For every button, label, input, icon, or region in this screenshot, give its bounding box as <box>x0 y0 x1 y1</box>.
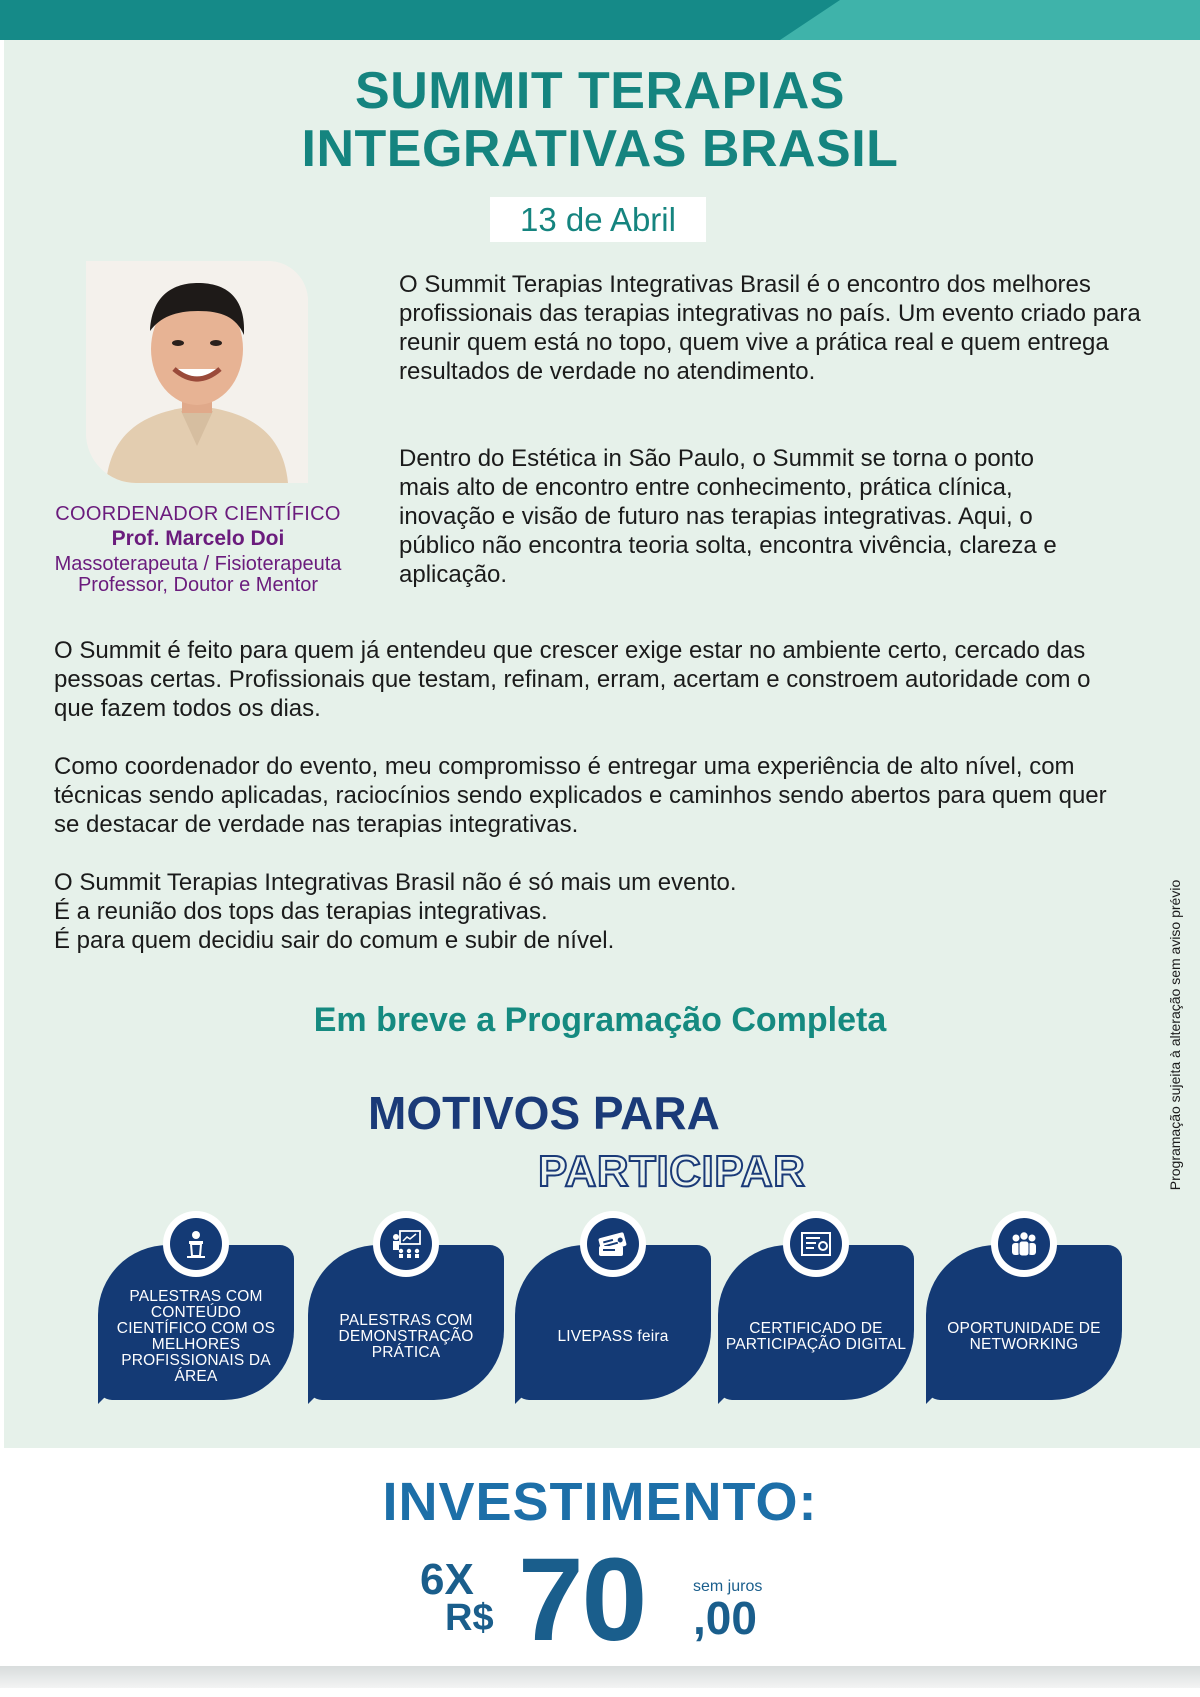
reason-card-5 <box>926 1245 1122 1400</box>
reason-card-3 <box>515 1245 711 1400</box>
closing-line-3: É para quem decidiu sair do comum e subir de nível. <box>54 927 615 954</box>
reason-label: CERTIFICADO DE PARTICIPAÇÃO DIGITAL <box>725 1320 907 1353</box>
coordinator-portrait-icon <box>86 261 308 483</box>
interest-note: sem juros <box>693 1578 763 1595</box>
reason-label: PALESTRAS COM CONTEÚDO CIENTÍFICO COM OS MELHORES PROFISSIONAIS DA ÁREA <box>116 1288 276 1385</box>
investment-heading: INVESTIMENTO: <box>382 1472 818 1532</box>
body-paragraph-3 <box>54 868 1134 955</box>
title-line-2: INTEGRATIVAS BRASIL <box>301 120 899 178</box>
closing-line-2: É a reunião dos tops das terapias integrativas. <box>54 898 548 925</box>
body-paragraph-2: Como coordenador do evento, meu compromisso é entregar uma experiência de alto nível, com técnicas sendo aplicadas, raciocínios sendo explicados e caminhos sendo abertos para quem quer se destacar de verdade nas terapias integrativas. <box>54 753 1107 838</box>
reason-card-2 <box>308 1245 504 1400</box>
reason-card-1 <box>98 1245 294 1400</box>
presentation-board-icon <box>390 1229 422 1259</box>
podium-speaker-icon <box>181 1229 211 1259</box>
schedule-disclaimer: Programação sujeita à alteração sem aviso prévio <box>1167 879 1183 1191</box>
currency-symbol: R$ <box>445 1597 494 1639</box>
reason-card-4 <box>718 1245 914 1400</box>
reason-label: LIVEPASS feira <box>557 1328 669 1345</box>
certificate-icon <box>800 1230 832 1258</box>
event-date: 13 de Abril <box>490 197 706 242</box>
event-title <box>0 62 1200 178</box>
top-header-bar <box>0 0 1200 40</box>
reason-label: PALESTRAS COM DEMONSTRAÇÃO PRÁTICA <box>338 1312 474 1361</box>
reason-label: OPORTUNIDADE DE NETWORKING <box>947 1320 1101 1353</box>
header-accent-stripe <box>780 0 1200 40</box>
price-amount: 70 <box>518 1534 646 1666</box>
people-group-icon <box>1007 1229 1041 1259</box>
coordinator-titles: Professor, Doutor e Mentor <box>77 574 319 596</box>
title-line-1: SUMMIT TERAPIAS <box>355 62 845 120</box>
coordinator-photo <box>86 261 308 483</box>
installments: 6X <box>420 1555 474 1604</box>
price-cents: ,00 <box>693 1592 757 1644</box>
reasons-heading-line-1: MOTIVOS PARA <box>368 1087 720 1139</box>
coordinator-role: COORDENADOR CIENTÍFICO <box>55 503 341 525</box>
reasons-heading-line-2: PARTICIPAR <box>538 1147 806 1196</box>
closing-line-1: O Summit Terapias Integrativas Brasil não é só mais um evento. <box>54 869 737 896</box>
price-block <box>0 1534 1200 1666</box>
intro-paragraph-2: Dentro do Estética in São Paulo, o Summit se torna o ponto mais alto de encontro entre conhecimento, prática clínica, inovação e visão de futuro nas terapias integrativas. Aqui, o público não encontra teoria solta, encontra vivência, clareza e aplicação. <box>399 445 1057 588</box>
ticket-pass-icon <box>596 1230 630 1258</box>
coordinator-specialty: Massoterapeuta / Fisioterapeuta <box>54 553 342 575</box>
body-paragraph-1: O Summit é feito para quem já entendeu que crescer exige estar no ambiente certo, cercado das pessoas certas. Profissionais que testam, refinam, erram, acertam e constroem autoridade com o que fazem todos os dias. <box>54 637 1091 722</box>
program-notice: Em breve a Programação Completa <box>313 1001 887 1039</box>
coordinator-name: Prof. Marcelo Doi <box>111 527 285 550</box>
intro-paragraph-1: O Summit Terapias Integrativas Brasil é o encontro dos melhores profissionais das terapias integrativas no país. Um evento criado para reunir quem está no topo, quem vive a prática real e quem entrega resultados de verdade no atendimento. <box>399 271 1141 385</box>
bottom-shadow <box>0 1666 1200 1688</box>
